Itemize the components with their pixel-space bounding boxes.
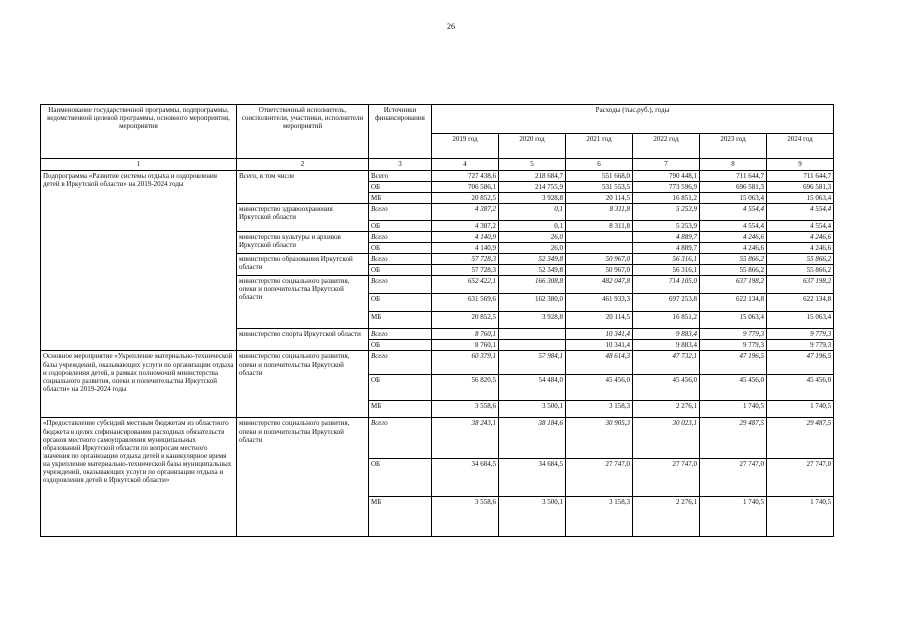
column-number: 2 <box>237 159 369 171</box>
expense-value-cell: 16 851,2 <box>633 312 700 329</box>
table-row <box>41 418 834 459</box>
expense-value-cell: 2 276,1 <box>633 401 700 418</box>
expense-value-cell <box>499 340 566 351</box>
expense-value-cell: 30 905,3 <box>566 418 633 459</box>
expense-value-cell: 9 779,3 <box>767 329 834 340</box>
header-year: 2022 год <box>633 134 700 159</box>
expense-value-cell: 16 851,2 <box>633 193 700 204</box>
expense-value-cell: 27 747,0 <box>633 459 700 497</box>
expense-value-cell: 622 134,8 <box>700 294 767 312</box>
program-name-cell: «Предоставление субсидий местным бюджетам из областного бюджета в целях софинансирования расходных обязательств органов местного самоуправления муниципальных образований Иркутской области по вопросам местного значения по организации отдыха детей в каникулярное время на укрепление материально-технической базы муниципальных учреждений, оказывающих услуги по организации отдыха и оздоровления детей в Иркутской области» <box>41 418 237 537</box>
expense-value-cell: 56 316,1 <box>633 254 700 265</box>
expense-value-cell: 34 684,5 <box>432 459 499 497</box>
expense-value-cell: 57 984,1 <box>499 351 566 375</box>
expense-value-cell: 531 553,5 <box>566 182 633 193</box>
table-header <box>41 105 834 171</box>
table-row <box>41 171 834 182</box>
expense-value-cell: 0,1 <box>499 204 566 221</box>
expense-value-cell: 3 500,1 <box>499 497 566 537</box>
expense-value-cell: 27 747,0 <box>767 459 834 497</box>
expense-value-cell: 3 500,1 <box>499 401 566 418</box>
expense-value-cell: 47 732,1 <box>633 351 700 375</box>
expense-value-cell: 15 063,4 <box>700 312 767 329</box>
expense-value-cell: 696 581,3 <box>767 182 834 193</box>
funding-source-cell: ОБ <box>369 294 432 312</box>
expense-value-cell: 52 349,8 <box>499 254 566 265</box>
column-number: 8 <box>700 159 767 171</box>
funding-source-cell: ОБ <box>369 221 432 232</box>
expense-value-cell: 8 760,1 <box>432 340 499 351</box>
expense-value-cell: 50 967,0 <box>566 254 633 265</box>
expense-value-cell: 56 820,5 <box>432 375 499 401</box>
expense-value-cell: 0,1 <box>499 221 566 232</box>
expense-value-cell: 38 243,1 <box>432 418 499 459</box>
expense-value-cell: 2 276,1 <box>633 497 700 537</box>
expense-value-cell: 790 448,1 <box>633 171 700 182</box>
expense-value-cell: 1 740,5 <box>700 497 767 537</box>
expense-value-cell: 4 246,6 <box>700 243 767 254</box>
expense-value-cell: 26,0 <box>499 232 566 243</box>
expense-value-cell: 3 158,3 <box>566 497 633 537</box>
expense-value-cell: 214 755,9 <box>499 182 566 193</box>
expense-value-cell: 4 554,4 <box>700 204 767 221</box>
expense-value-cell: 4 246,6 <box>767 243 834 254</box>
expense-value-cell: 727 438,6 <box>432 171 499 182</box>
expense-value-cell: 50 967,0 <box>566 265 633 276</box>
expense-value-cell: 711 644,7 <box>700 171 767 182</box>
expense-value-cell: 15 063,4 <box>700 193 767 204</box>
expense-value-cell: 55 866,2 <box>767 265 834 276</box>
expense-value-cell: 714 105,0 <box>633 276 700 294</box>
expense-value-cell: 10 341,4 <box>566 329 633 340</box>
column-number: 4 <box>432 159 499 171</box>
expense-value-cell: 711 644,7 <box>767 171 834 182</box>
expense-value-cell: 1 740,5 <box>767 497 834 537</box>
expense-value-cell: 45 456,0 <box>633 375 700 401</box>
expense-value-cell: 9 883,4 <box>633 340 700 351</box>
funding-source-cell: МБ <box>369 312 432 329</box>
expense-value-cell: 166 308,8 <box>499 276 566 294</box>
expense-value-cell: 26,0 <box>499 243 566 254</box>
expense-value-cell: 5 253,9 <box>633 221 700 232</box>
expense-value-cell: 9 779,3 <box>767 340 834 351</box>
funding-source-cell: МБ <box>369 497 432 537</box>
funding-source-cell: ОБ <box>369 182 432 193</box>
expense-value-cell: 652 422,1 <box>432 276 499 294</box>
executor-cell: министерство социального развития, опеки и попечительства Иркутской области <box>237 351 369 418</box>
expense-value-cell: 15 063,4 <box>767 312 834 329</box>
expense-value-cell: 9 883,4 <box>633 329 700 340</box>
funding-source-cell: ОБ <box>369 459 432 497</box>
expense-value-cell: 4 140,9 <box>432 243 499 254</box>
funding-source-cell: ОБ <box>369 243 432 254</box>
expense-value-cell: 48 614,3 <box>566 351 633 375</box>
expense-value-cell: 47 196,5 <box>700 351 767 375</box>
program-name-cell: Подпрограмма «Развитие системы отдыха и оздоровления детей в Иркутской области» на 2019-2024 годы <box>41 171 237 351</box>
expense-value-cell: 45 456,0 <box>566 375 633 401</box>
funding-source-cell: Всего <box>369 232 432 243</box>
expense-value-cell: 45 456,0 <box>767 375 834 401</box>
executor-cell: министерство спорта Иркутской области <box>237 329 369 351</box>
expense-value-cell: 773 596,9 <box>633 182 700 193</box>
expense-value-cell: 20 114,5 <box>566 193 633 204</box>
expense-value-cell: 30 023,1 <box>633 418 700 459</box>
expense-value-cell: 20 852,5 <box>432 312 499 329</box>
expense-value-cell: 34 684,5 <box>499 459 566 497</box>
expense-value-cell: 27 747,0 <box>566 459 633 497</box>
expense-value-cell: 631 569,6 <box>432 294 499 312</box>
funding-source-cell: Всего <box>369 351 432 375</box>
header-year: 2021 год <box>566 134 633 159</box>
expense-value-cell: 4 387,2 <box>432 204 499 221</box>
header-expenses: Расходы (тыс.руб.), годы <box>432 105 834 134</box>
expense-value-cell: 637 198,2 <box>700 276 767 294</box>
executor-cell: министерство культуры и архивов Иркутской области <box>237 232 369 254</box>
funding-source-cell: ОБ <box>369 375 432 401</box>
expense-value-cell: 45 456,0 <box>700 375 767 401</box>
expense-value-cell: 4 889,7 <box>633 243 700 254</box>
expense-value-cell: 4 889,7 <box>633 232 700 243</box>
funding-source-cell: ОБ <box>369 340 432 351</box>
executor-cell: Всего, в том числе <box>237 171 369 204</box>
funding-source-cell: Всего <box>369 254 432 265</box>
funding-source-cell: МБ <box>369 193 432 204</box>
expense-value-cell: 1 740,5 <box>700 401 767 418</box>
expense-value-cell: 56 316,1 <box>633 265 700 276</box>
expense-value-cell: 4 246,6 <box>700 232 767 243</box>
expense-value-cell: 3 928,8 <box>499 312 566 329</box>
expense-value-cell: 696 581,3 <box>700 182 767 193</box>
page-number: 26 <box>447 22 455 31</box>
expense-value-cell: 9 779,3 <box>700 340 767 351</box>
expense-value-cell: 60 379,1 <box>432 351 499 375</box>
column-number: 5 <box>499 159 566 171</box>
expense-value-cell: 5 253,9 <box>633 204 700 221</box>
expense-value-cell: 706 586,1 <box>432 182 499 193</box>
expense-value-cell: 4 554,4 <box>700 221 767 232</box>
expense-value-cell: 1 740,5 <box>767 401 834 418</box>
header-year: 2023 год <box>700 134 767 159</box>
expense-value-cell: 8 760,1 <box>432 329 499 340</box>
expense-value-cell: 3 158,3 <box>566 401 633 418</box>
header-year: 2019 год <box>432 134 499 159</box>
funding-source-cell: Всего <box>369 418 432 459</box>
expense-value-cell: 218 684,7 <box>499 171 566 182</box>
expense-value-cell: 4 554,4 <box>767 221 834 232</box>
expense-value-cell: 9 779,3 <box>700 329 767 340</box>
column-numbers-row <box>41 159 834 171</box>
expense-value-cell: 20 114,5 <box>566 312 633 329</box>
funding-source-cell: ОБ <box>369 265 432 276</box>
program-name-cell: Основное мероприятие «Укрепление материально-технической базы учреждений, оказывающих услуги по организации отдыха и оздоровления детей, в рамках полномочий министерства социального развития, опеки и попечительства Иркутской области» на 2019-2024 годы <box>41 351 237 418</box>
column-number: 1 <box>41 159 237 171</box>
funding-source-cell: Всего <box>369 204 432 221</box>
expense-value-cell: 10 341,4 <box>566 340 633 351</box>
expense-value-cell: 55 866,2 <box>700 254 767 265</box>
expense-value-cell: 54 484,0 <box>499 375 566 401</box>
header-executor: Ответственный исполнитель, соисполнители, участники, исполнители мероприятий <box>237 105 369 159</box>
column-number: 3 <box>369 159 432 171</box>
expense-value-cell: 29 487,5 <box>767 418 834 459</box>
header-year: 2024 год <box>767 134 834 159</box>
expense-value-cell: 4 140,9 <box>432 232 499 243</box>
expense-value-cell <box>566 232 633 243</box>
expense-value-cell: 57 728,3 <box>432 265 499 276</box>
executor-cell: министерство здравоохранения Иркутской области <box>237 204 369 232</box>
expense-value-cell: 551 668,0 <box>566 171 633 182</box>
funding-source-cell: Всего <box>369 171 432 182</box>
header-name: Наименование государственной программы, подпрограммы, ведомственной целевой программы, основного мероприятия, мероприятия <box>41 105 237 159</box>
executor-cell: министерство социального развития, опеки и попечительства Иркутской области <box>237 418 369 537</box>
funding-source-cell: МБ <box>369 401 432 418</box>
expense-value-cell: 162 380,0 <box>499 294 566 312</box>
column-number: 9 <box>767 159 834 171</box>
column-number: 6 <box>566 159 633 171</box>
expense-value-cell: 4 554,4 <box>767 204 834 221</box>
expense-value-cell: 55 866,2 <box>700 265 767 276</box>
expense-value-cell: 482 047,8 <box>566 276 633 294</box>
expense-value-cell: 57 728,3 <box>432 254 499 265</box>
expense-value-cell: 697 253,8 <box>633 294 700 312</box>
expense-value-cell: 15 063,4 <box>767 193 834 204</box>
expense-value-cell: 20 852,5 <box>432 193 499 204</box>
expense-value-cell: 4 387,2 <box>432 221 499 232</box>
expense-value-cell: 4 246,6 <box>767 232 834 243</box>
header-year: 2020 год <box>499 134 566 159</box>
expense-value-cell: 55 866,2 <box>767 254 834 265</box>
expense-value-cell: 8 311,8 <box>566 221 633 232</box>
executor-cell: министерство социального развития, опеки и попечительства Иркутской области <box>237 276 369 329</box>
expense-value-cell: 27 747,0 <box>700 459 767 497</box>
expense-value-cell: 461 933,3 <box>566 294 633 312</box>
expense-value-cell: 3 558,6 <box>432 497 499 537</box>
column-number: 7 <box>633 159 700 171</box>
expense-value-cell: 3 928,8 <box>499 193 566 204</box>
table-body <box>41 171 834 537</box>
funding-source-cell: Всего <box>369 276 432 294</box>
expense-value-cell: 622 134,8 <box>767 294 834 312</box>
expense-value-cell: 52 349,8 <box>499 265 566 276</box>
expense-value-cell: 637 198,2 <box>767 276 834 294</box>
expense-value-cell <box>499 329 566 340</box>
expense-value-cell: 38 184,6 <box>499 418 566 459</box>
expense-value-cell: 3 558,6 <box>432 401 499 418</box>
funding-source-cell: Всего <box>369 329 432 340</box>
header-source: Источники финансирования <box>369 105 432 159</box>
table-row <box>41 351 834 375</box>
expense-value-cell: 8 311,8 <box>566 204 633 221</box>
expense-value-cell: 29 487,5 <box>700 418 767 459</box>
expense-value-cell: 47 196,5 <box>767 351 834 375</box>
expense-value-cell <box>566 243 633 254</box>
executor-cell: министерство образования Иркутской области <box>237 254 369 276</box>
budget-table <box>40 104 834 537</box>
